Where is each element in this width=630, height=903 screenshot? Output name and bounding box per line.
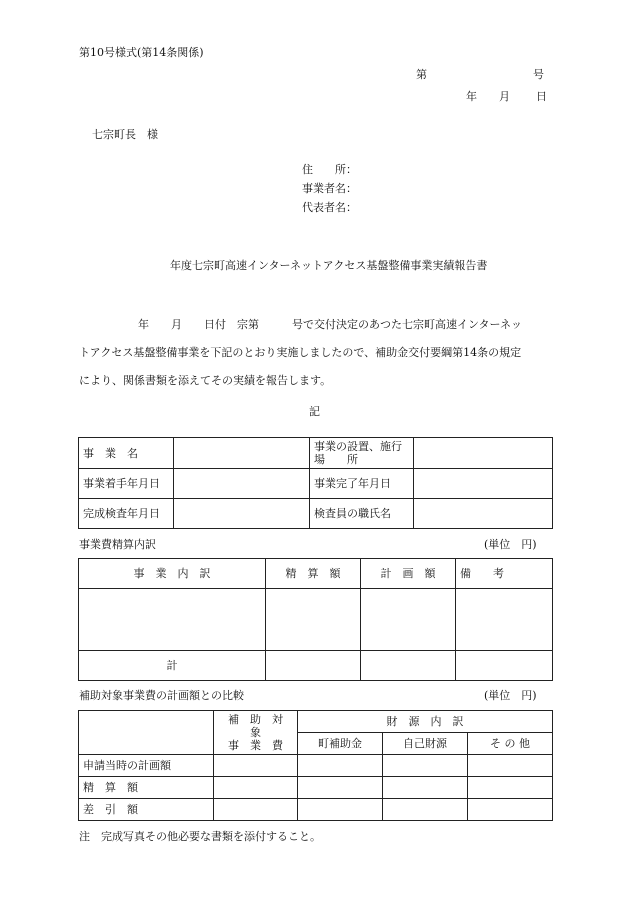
planned-cell[interactable] xyxy=(361,589,456,651)
content-cell[interactable] xyxy=(79,589,266,651)
comparison-table xyxy=(78,710,553,821)
cost-breakdown-unit: (単位 円) xyxy=(484,538,537,551)
addressee: 七宗町長 様 xyxy=(92,128,158,141)
town-subsidy-header: 町補助金 xyxy=(298,733,383,755)
business-name-label: 事 業 名 xyxy=(79,438,174,469)
footnote: 注 完成写真その他必要な書類を添付すること。 xyxy=(79,830,321,843)
date-month: 月 xyxy=(499,90,510,103)
cost-breakdown-heading: 事業費精算内訳 xyxy=(79,538,156,551)
other-funding-header: そ の 他 xyxy=(468,733,553,755)
inspector-label: 検査員の職氏名 xyxy=(310,499,414,529)
end-date-label: 事業完了年月日 xyxy=(310,469,414,499)
form-number: 第10号様式(第14条関係) xyxy=(79,46,204,59)
inspector-value[interactable] xyxy=(414,499,553,529)
col-planned-header: 計 画 額 xyxy=(361,559,456,589)
settled-cell[interactable] xyxy=(266,589,361,651)
total-remarks-cell[interactable] xyxy=(456,651,553,681)
body-line-3: により、関係書類を添えてその実績を報告します。 xyxy=(79,374,332,387)
info-table xyxy=(78,437,553,529)
col-remarks-header: 備 考 xyxy=(456,559,553,589)
subsidy-cost-header: 補 助 対 象 事 業 費 xyxy=(214,711,298,755)
comparison-heading: 補助対象事業費の計画額との比較 xyxy=(79,689,244,702)
ki-label: 記 xyxy=(309,405,320,418)
date-day: 日 xyxy=(536,90,547,103)
date-year: 年 xyxy=(466,90,477,103)
doc-no-prefix: 第 xyxy=(416,68,427,81)
total-settled-cell[interactable] xyxy=(266,651,361,681)
comparison-corner-cell xyxy=(79,711,214,755)
place-value[interactable] xyxy=(414,438,553,469)
diff-town-cell[interactable] xyxy=(298,799,383,821)
cost-breakdown-table xyxy=(78,558,553,681)
plan-other-cell[interactable] xyxy=(468,755,553,777)
business-name-value[interactable] xyxy=(174,438,310,469)
end-date-value[interactable] xyxy=(414,469,553,499)
representative-label: 代表者名： xyxy=(302,201,357,214)
total-label: 計 xyxy=(79,651,266,681)
inspection-date-label: 完成検査年月日 xyxy=(79,499,174,529)
settled-subsidy-cost-cell[interactable] xyxy=(214,777,298,799)
body-line-1: 年 月 日付 宗第 号で交付決定のあつた七宗町高速インターネッ xyxy=(138,318,523,331)
col-content-header: 事 業 内 訳 xyxy=(79,559,266,589)
plan-town-cell[interactable] xyxy=(298,755,383,777)
inspection-date-value[interactable] xyxy=(174,499,310,529)
diff-subsidy-cost-cell[interactable] xyxy=(214,799,298,821)
document-title: 年度七宗町高速インターネットアクセス基盤整備事業実績報告書 xyxy=(170,259,488,272)
doc-no-suffix: 号 xyxy=(533,68,544,81)
col-settled-header: 精 算 額 xyxy=(266,559,361,589)
remarks-cell[interactable] xyxy=(456,589,553,651)
body-line-2: トアクセス基盤整備事業を下記のとおり実施しましたので、補助金交付要綱第14条の規定 xyxy=(79,346,522,359)
comparison-unit: (単位 円) xyxy=(484,689,537,702)
diff-self-cell[interactable] xyxy=(383,799,468,821)
funding-header: 財 源 内 訳 xyxy=(298,711,553,733)
total-planned-cell[interactable] xyxy=(361,651,456,681)
row-plan-label: 申請当時の計画額 xyxy=(79,755,214,777)
business-name-label: 事業者名： xyxy=(302,182,357,195)
place-label: 事業の設置、施行 場 所 xyxy=(310,438,414,469)
plan-subsidy-cost-cell[interactable] xyxy=(214,755,298,777)
settled-other-cell[interactable] xyxy=(468,777,553,799)
diff-other-cell[interactable] xyxy=(468,799,553,821)
self-funding-header: 自己財源 xyxy=(383,733,468,755)
row-diff-label: 差 引 額 xyxy=(79,799,214,821)
settled-town-cell[interactable] xyxy=(298,777,383,799)
plan-self-cell[interactable] xyxy=(383,755,468,777)
row-settled-label: 精 算 額 xyxy=(79,777,214,799)
start-date-value[interactable] xyxy=(174,469,310,499)
settled-self-cell[interactable] xyxy=(383,777,468,799)
start-date-label: 事業着手年月日 xyxy=(79,469,174,499)
address-label: 住 所： xyxy=(302,163,357,176)
